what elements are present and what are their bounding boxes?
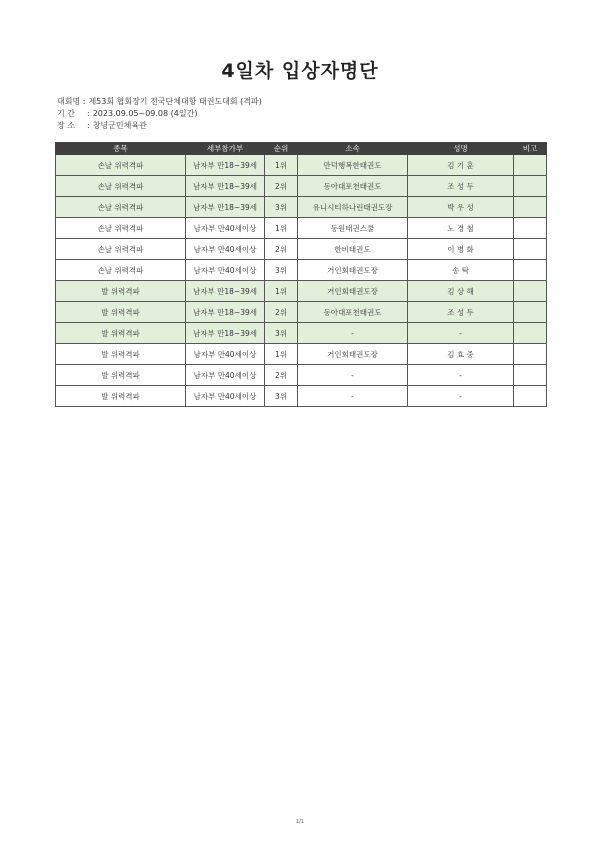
- cell-name: 박 우 성: [408, 197, 514, 218]
- cell-note: [514, 323, 547, 344]
- col-header-rank: 순위: [265, 143, 298, 155]
- table-row: [56, 281, 547, 302]
- cell-division: 남자부 만40세이상: [186, 218, 265, 239]
- label-separator: :: [87, 121, 90, 130]
- col-header-division: 세부참가부: [186, 143, 265, 155]
- cell-division: 남자부 만40세이상: [186, 365, 265, 386]
- cell-note: [514, 344, 547, 365]
- table-row: [56, 260, 547, 281]
- cell-name: 김 상 해: [408, 281, 514, 302]
- label-separator: :: [87, 109, 90, 118]
- cell-event: 손날 위력격파: [56, 155, 186, 176]
- cell-rank: 2위: [265, 176, 298, 197]
- cell-rank: 2위: [265, 365, 298, 386]
- cell-division: 남자부 만18~39세: [186, 302, 265, 323]
- event-venue-label: 장 소: [57, 121, 75, 130]
- cell-note: [514, 365, 547, 386]
- event-venue-row: [57, 120, 262, 132]
- cell-division: 남자부 만18~39세: [186, 323, 265, 344]
- cell-name: 김 기 훈: [408, 155, 514, 176]
- results-table: [55, 142, 547, 407]
- cell-affiliation: -: [298, 323, 408, 344]
- table-row: [56, 218, 547, 239]
- cell-event: 발 위력격파: [56, 323, 186, 344]
- cell-affiliation: -: [298, 365, 408, 386]
- cell-rank: 3위: [265, 197, 298, 218]
- cell-note: [514, 386, 547, 407]
- cell-name: 조 성 두: [408, 176, 514, 197]
- cell-event: 손날 위력격파: [56, 176, 186, 197]
- col-header-event: 종목: [56, 143, 186, 155]
- cell-note: [514, 197, 547, 218]
- cell-name: 김 효 중: [408, 344, 514, 365]
- cell-event: 손날 위력격파: [56, 239, 186, 260]
- cell-rank: 3위: [265, 323, 298, 344]
- table-row: [56, 344, 547, 365]
- cell-affiliation: 동아대포천태권도: [298, 176, 408, 197]
- table-row: [56, 386, 547, 407]
- event-period-label: 기 간: [57, 109, 75, 118]
- cell-affiliation: 한비태권도: [298, 239, 408, 260]
- cell-note: [514, 302, 547, 323]
- cell-name: 이 병 화: [408, 239, 514, 260]
- cell-rank: 1위: [265, 218, 298, 239]
- cell-event: 발 위력격파: [56, 281, 186, 302]
- col-header-affiliation: 소속: [298, 143, 408, 155]
- table-row: [56, 239, 547, 260]
- table-row: [56, 365, 547, 386]
- cell-rank: 3위: [265, 386, 298, 407]
- cell-event: 손날 위력격파: [56, 218, 186, 239]
- event-name-row: [57, 96, 262, 108]
- event-name-value: 제53회 협회장기 전국단체대항 태권도대회 (격파): [88, 97, 262, 106]
- table-header-row: [56, 143, 547, 155]
- page-title: 4일차 입상자명단: [221, 60, 379, 82]
- cell-division: 남자부 만40세이상: [186, 239, 265, 260]
- cell-rank: 2위: [265, 239, 298, 260]
- cell-affiliation: 동아대포천태권도: [298, 302, 408, 323]
- table-row: [56, 155, 547, 176]
- cell-name: -: [408, 386, 514, 407]
- cell-division: 남자부 만18~39세: [186, 155, 265, 176]
- cell-note: [514, 218, 547, 239]
- cell-name: -: [408, 365, 514, 386]
- cell-name: 조 성 두: [408, 302, 514, 323]
- cell-division: 남자부 만40세이상: [186, 386, 265, 407]
- cell-event: 발 위력격파: [56, 344, 186, 365]
- cell-rank: 1위: [265, 344, 298, 365]
- cell-division: 남자부 만40세이상: [186, 260, 265, 281]
- cell-rank: 1위: [265, 281, 298, 302]
- cell-event: 발 위력격파: [56, 365, 186, 386]
- event-period-row: [57, 108, 262, 120]
- cell-rank: 3위: [265, 260, 298, 281]
- cell-event: 발 위력격파: [56, 302, 186, 323]
- cell-division: 남자부 만18~39세: [186, 197, 265, 218]
- cell-division: 남자부 만18~39세: [186, 176, 265, 197]
- cell-name: 송 탁: [408, 260, 514, 281]
- cell-name: -: [408, 323, 514, 344]
- label-separator: :: [80, 97, 86, 106]
- cell-event: 손날 위력격파: [56, 197, 186, 218]
- table-row: [56, 176, 547, 197]
- cell-note: [514, 260, 547, 281]
- cell-note: [514, 155, 547, 176]
- cell-affiliation: 거인회태권도장: [298, 260, 408, 281]
- event-info: [57, 96, 262, 132]
- page-number: 1/1: [295, 819, 305, 825]
- cell-event: 손날 위력격파: [56, 260, 186, 281]
- cell-affiliation: 유니시티하나린태권도장: [298, 197, 408, 218]
- cell-affiliation: 동원태권스쿨: [298, 218, 408, 239]
- cell-affiliation: 만덕행복한태권도: [298, 155, 408, 176]
- cell-affiliation: 거인회태권도장: [298, 281, 408, 302]
- event-period-value: 2023.09.05~09.08 (4일간): [92, 109, 198, 118]
- event-name-label: 대회명: [57, 97, 81, 106]
- cell-affiliation: 거인회태권도장: [298, 344, 408, 365]
- table-row: [56, 302, 547, 323]
- event-venue-value: 창녕군민체육관: [92, 121, 147, 130]
- cell-rank: 1위: [265, 155, 298, 176]
- cell-name: 노 경 철: [408, 218, 514, 239]
- cell-rank: 2위: [265, 302, 298, 323]
- col-header-note: 비고: [514, 143, 547, 155]
- table-row: [56, 323, 547, 344]
- col-header-name: 성명: [408, 143, 514, 155]
- cell-event: 발 위력격파: [56, 386, 186, 407]
- cell-affiliation: -: [298, 386, 408, 407]
- cell-division: 남자부 만40세이상: [186, 344, 265, 365]
- cell-note: [514, 239, 547, 260]
- cell-note: [514, 176, 547, 197]
- table-row: [56, 197, 547, 218]
- cell-note: [514, 281, 547, 302]
- cell-division: 남자부 만18~39세: [186, 281, 265, 302]
